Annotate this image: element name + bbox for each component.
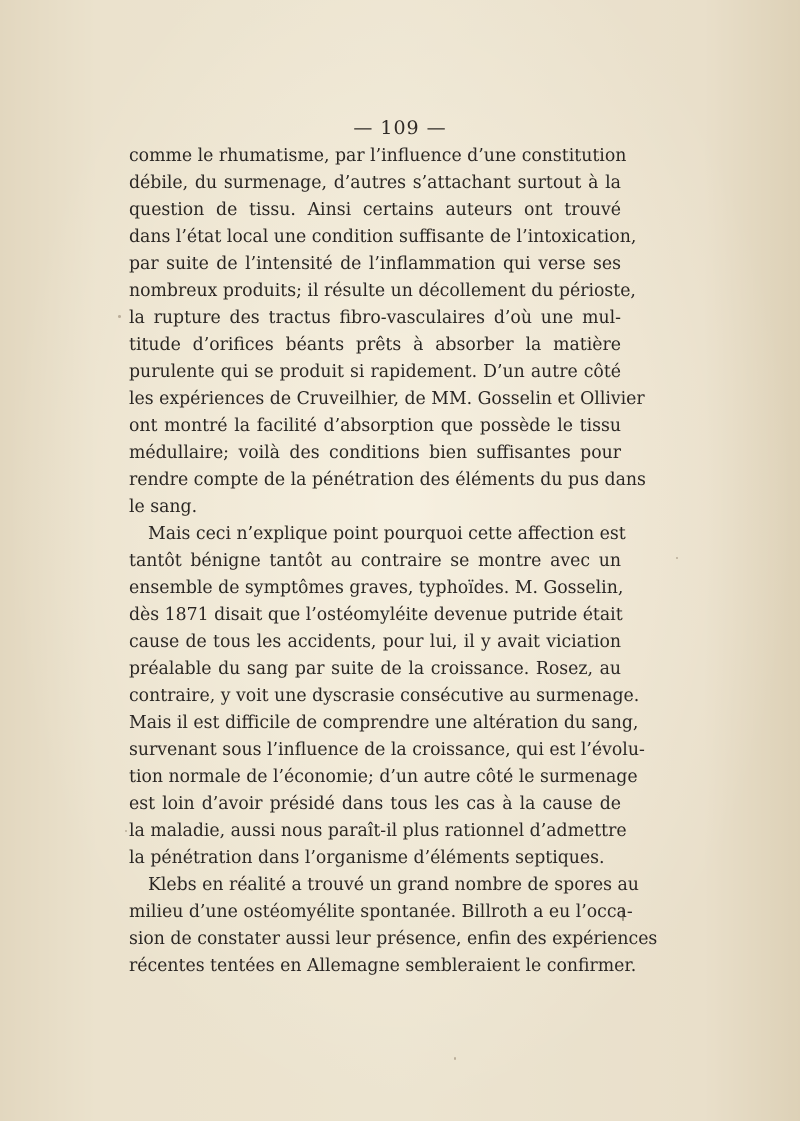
text-line: est loin d’avoir présidé dans tous les cas à la cause de (129, 794, 621, 814)
text-line: dans l’état local une condition suffisante de l’intoxication, (129, 227, 637, 247)
text-line: les expériences de Cruveilhier, de MM. Gosselin et Ollivier (129, 389, 645, 409)
text-line: titude d’orifices béants prêts à absorber la matière (129, 335, 621, 355)
text-line: contraire, y voit une dyscrasie consécutive au surmenage. (129, 686, 640, 706)
body-text (129, 143, 658, 980)
text-line: nombreux produits; il résulte un décollement du périoste, (129, 281, 636, 301)
text-line: cause de tous les accidents, pour lui, il y avait viciation (129, 632, 621, 652)
text-line: le sang. (129, 497, 198, 517)
text-line: tion normale de l’économie; d’un autre côté le surmenage (129, 767, 638, 787)
text-line: Mais ceci n’explique point pourquoi cette affection est (148, 524, 626, 544)
text-line: récentes tentées en Allemagne sembleraient le confirmer. (129, 956, 637, 976)
text-line: question de tissu. Ainsi certains auteurs ont trouvé (129, 200, 621, 220)
text-line: Mais il est difficile de comprendre une altération du sang, (129, 713, 639, 733)
text-line: rendre compte de la pénétration des éléments du pus dans (129, 470, 646, 490)
text-line: par suite de l’intensité de l’inflammation qui verse ses (129, 254, 621, 274)
text-line: la rupture des tractus fibro-vasculaires d’où une mul- (129, 308, 621, 328)
text-line: sion de constater aussi leur présence, enfin des expériences (129, 929, 658, 949)
paper-speck (622, 907, 624, 921)
text-line: préalable du sang par suite de la croissance. Rosez, au (129, 659, 621, 679)
paper-speck (118, 315, 121, 318)
paper-speck (676, 557, 678, 559)
text-line: Klebs en réalité a trouvé un grand nombre de spores au (148, 875, 639, 895)
text-line: comme le rhumatisme, par l’influence d’une constitution (129, 146, 627, 166)
text-line: survenant sous l’influence de la croissance, qui est l’évolu- (129, 740, 645, 760)
text-line: milieu d’une ostéomyélite spontanée. Billroth a eu l’occa- (129, 902, 633, 922)
paper-speck (454, 1057, 456, 1060)
page-number: — 109 — (353, 117, 447, 139)
text-line: médullaire; voilà des conditions bien suffisantes pour (129, 443, 621, 463)
paper-speck (125, 830, 127, 832)
text-line: la pénétration dans l’organisme d’éléments septiques. (129, 848, 605, 868)
text-line: tantôt bénigne tantôt au contraire se montre avec un (129, 551, 621, 571)
text-line: ensemble de symptômes graves, typhoïdes. M. Gosselin, (129, 578, 624, 598)
text-line: dès 1871 disait que l’ostéomyléite devenue putride était (129, 605, 623, 625)
text-line: purulente qui se produit si rapidement. D’un autre côté (129, 362, 621, 382)
text-line: ont montré la facilité d’absorption que possède le tissu (129, 416, 621, 436)
text-line: débile, du surmenage, d’autres s’attachant surtout à la (129, 173, 621, 193)
text-line: la maladie, aussi nous paraît-il plus rationnel d’admettre (129, 821, 627, 841)
